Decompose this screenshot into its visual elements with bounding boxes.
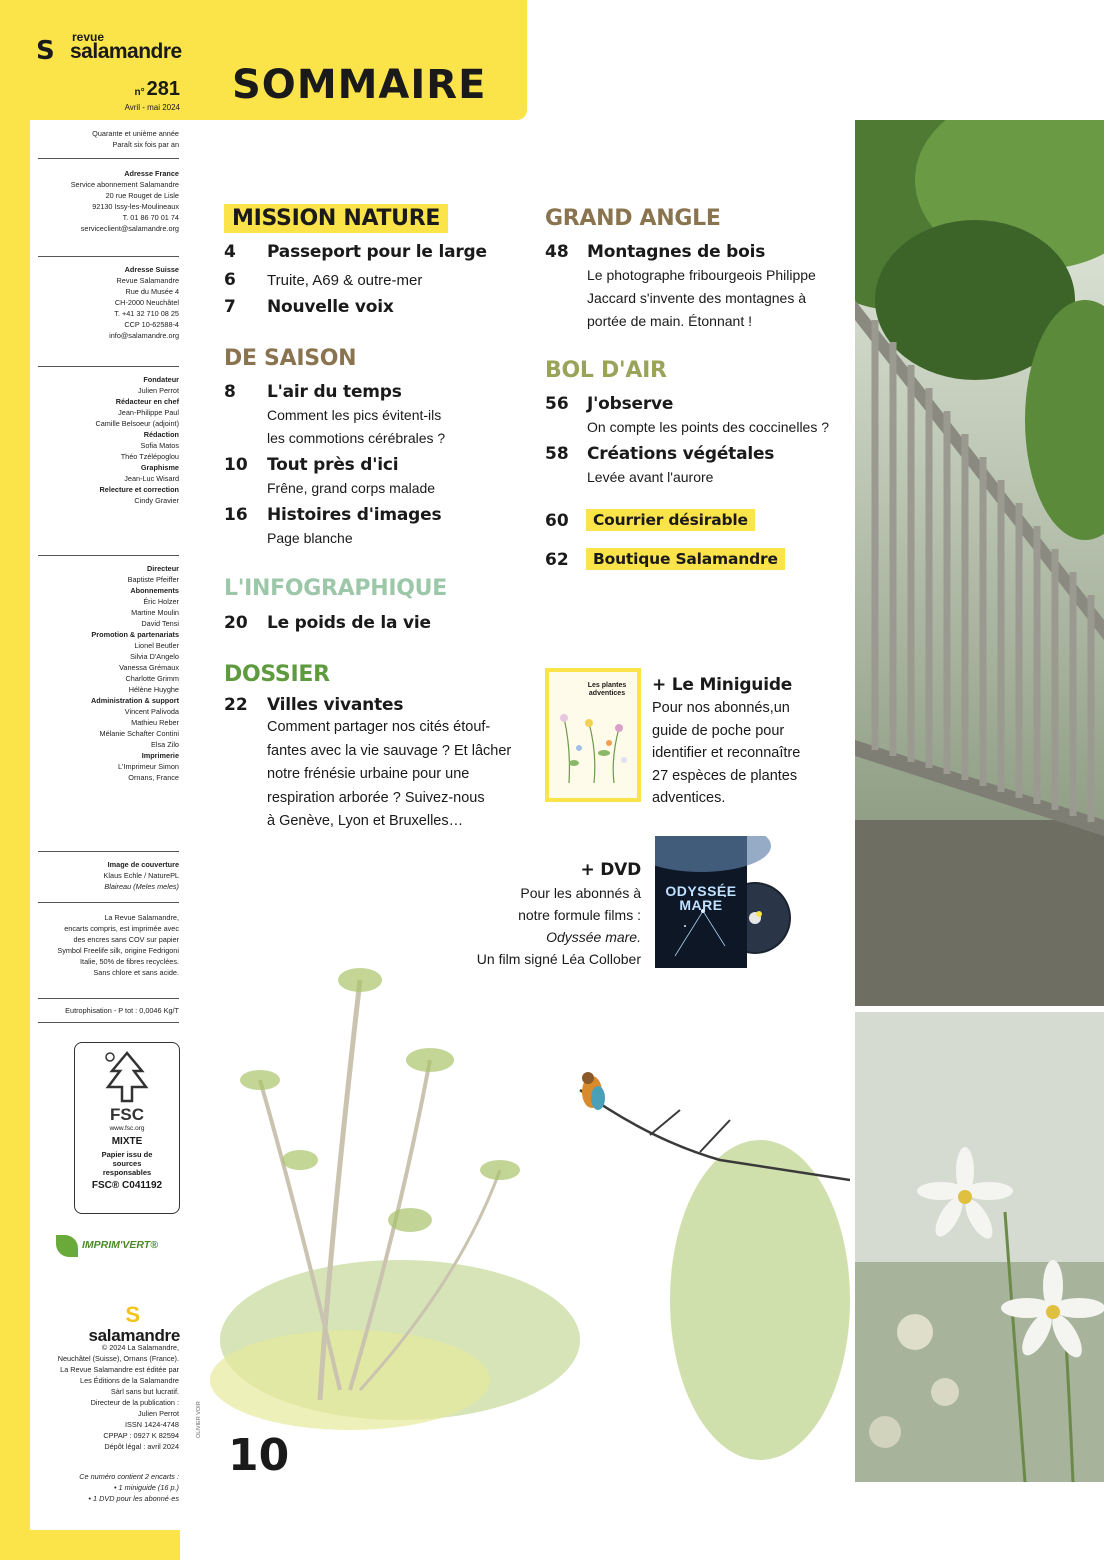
section-heading-de-saison: DE SAISON [224, 346, 357, 371]
section-heading-bol-dair: BOL D'AIR [545, 358, 667, 383]
toc-entry-title[interactable]: J'observe [587, 394, 674, 414]
photo-white-narcissus [855, 1012, 1104, 1482]
divider [38, 902, 179, 903]
toc-page-number: 58 [545, 444, 569, 464]
section-heading-infographique: L'INFOGRAPHIQUE [224, 576, 447, 601]
bottom-brand: salamandre [88, 1326, 180, 1345]
toc-page-number: 48 [545, 242, 569, 262]
staff-editorial: Fondateur Julien Perrot Rédacteur en chef Jean-Philippe Paul Camille Belsoeur (adjoint) Rédaction Sofia Matos Théo Tzélépoglou Graphisme Jean-Luc Wisard Relecture et correction Cindy Gravier [95, 375, 179, 505]
imprim-vert-logo [56, 1233, 182, 1259]
toc-page-number: 4 [224, 242, 236, 262]
colophon-intro: Quarante et unième année Paraît six fois par an [92, 129, 179, 149]
logo-brand-text: salamandre [70, 40, 182, 63]
toc-entry-title[interactable]: Courrier désirable [586, 509, 755, 531]
toc-page-number: 60 [545, 511, 569, 531]
toc-page-number: 10 [224, 455, 248, 475]
yellow-left-band [0, 0, 30, 1560]
toc-entry-title[interactable]: Truite, A69 & outre-mer [267, 272, 423, 289]
toc-entry-title[interactable]: Tout près d'ici [267, 455, 399, 475]
miniguide-cover-image [545, 668, 641, 802]
cover-credit: Image de couverture Klaus Echle / NaturePL Blaireau (Meles meles) [103, 860, 179, 891]
bottom-logo [50, 1304, 180, 1346]
toc-entry-title[interactable]: Histoires d'images [267, 505, 442, 525]
divider [38, 366, 179, 367]
divider [38, 256, 179, 257]
divider [38, 555, 179, 556]
toc-page-number: 6 [224, 270, 236, 290]
watercolor-illustration [200, 920, 850, 1480]
page-title: SOMMAIRE [232, 62, 487, 108]
yellow-bottom-band [0, 1530, 180, 1560]
toc-entry-desc: Comment partager nos cités étouf- fantes avec la vie sauvage ? Et lâcher notre frénésie urbaine pour une respiration arborée ? Suivez-nous à Genève, Lyon et Bruxelles… [267, 719, 512, 829]
fsc-code: FSC® C041192 [91, 1180, 163, 1191]
section-heading-mission-nature: MISSION NATURE [224, 204, 448, 233]
divider [38, 1022, 179, 1023]
section-heading-dossier: DOSSIER [224, 662, 330, 687]
toc-entry-title[interactable]: Villes vivantes [267, 695, 404, 715]
toc-page-number: 22 [224, 695, 248, 715]
logo-small-text: revue [72, 30, 105, 44]
dvd-desc: Pour les abonnés à notre formule films : Odyssée mare. Un film signé Léa Collober [476, 885, 641, 967]
toc-page-number: 8 [224, 382, 236, 402]
divider [38, 851, 179, 852]
encarts-info: Ce numéro contient 2 encarts : • 1 miniguide (16 p.) • 1 DVD pour les abonné·es [79, 1472, 179, 1503]
toc-entry-title[interactable]: Créations végétales [587, 444, 775, 464]
photo-wooden-fence [855, 120, 1104, 1006]
toc-entry-title[interactable]: Passeport pour le large [267, 242, 487, 262]
issue-date: Avril - mai 2024 [124, 103, 180, 112]
divider [38, 158, 179, 159]
toc-entry-desc: Comment les pics évitent-ils les commotions cérébrales ? [267, 407, 446, 446]
toc-entry-desc: Levée avant l'aurore [587, 469, 714, 485]
fsc-text: FSC [110, 1105, 144, 1124]
eutrophisation: Eutrophisation - P tot : 0,0046 Kg/T [65, 1006, 179, 1015]
issue-number-value: 281 [146, 78, 180, 100]
toc-entry-title[interactable]: Le poids de la vie [267, 613, 431, 633]
fsc-desc: Papier issu de sources responsables [101, 1150, 153, 1177]
section-heading-grand-angle: GRAND ANGLE [545, 206, 721, 231]
illustration-credit: OLIVIER VOIR [196, 1401, 202, 1438]
toc-entry-desc: On compte les points des coccinelles ? [587, 419, 830, 435]
toc-entry-title[interactable]: Nouvelle voix [267, 297, 394, 317]
toc-entry-title[interactable]: L'air du temps [267, 382, 402, 402]
paper-info: La Revue Salamandre, encarts compris, est imprimée avec des encres sans COV sur papier Symbol Freelife silk, origine Fedrigoni Italie, 50% de fibres recyclées. Sans chlore et sans acide. [57, 913, 179, 977]
leaf-icon [56, 1235, 78, 1257]
issue-number [100, 78, 180, 101]
magazine-logo [36, 30, 186, 66]
imprim-vert-text: IMPRIM'VERT® [82, 1239, 158, 1251]
toc-entry-title[interactable]: Montagnes de bois [587, 242, 766, 262]
salamander-yellow-icon: S [125, 1302, 140, 1327]
fsc-mix: MIXTE [111, 1136, 143, 1147]
miniguide-desc: Pour nos abonnés,un guide de poche pour identifier et reconnaître 27 espèces de plantes adventices. [652, 700, 801, 806]
issue-prefix: n° [134, 87, 145, 98]
toc-page-number: 62 [545, 550, 569, 570]
staff-management: Directeur Baptiste Pfeiffer Abonnements Éric Holzer Martine Moulin David Tensi Promotion & partenariats Lionel Beutler Silvia D'Angelo Vanessa Grémaux Charlotte Grimm Hélène Huyghe Administration & support Vincent Palivoda Mathieu Reber Mélanie Schafter Contini Elsa Zilo Imprimerie L'Imprimeur Simon Ornans, France [91, 564, 179, 782]
toc-entry-desc: Page blanche [267, 530, 353, 546]
fsc-tree-icon [102, 1049, 152, 1107]
toc-entry-title[interactable]: Boutique Salamandre [586, 548, 785, 570]
address-france: Adresse France Service abonnement Salamandre 20 rue Rouget de Lisle 92130 Issy-les-Moulineaux T. 01 86 70 01 74 serviceclient@salamandre.org [70, 169, 179, 233]
legal-info: © 2024 La Salamandre, Neuchâtel (Suisse), Ornans (France). La Revue Salamandre est éditée par Les Éditions de la Salamandre Sàrl sans but lucratif. Directeur de la publication : Julien Perrot ISSN 1424-4748 CPPAP : 0927 K 82594 Dépôt légal : avril 2024 [57, 1343, 179, 1451]
plant-drawings-icon [549, 698, 637, 788]
page-number: 10 [228, 1430, 290, 1481]
salamander-logo-icon: S [36, 36, 55, 66]
divider [38, 998, 179, 999]
toc-page-number: 7 [224, 297, 236, 317]
dvd-title[interactable]: + DVD [580, 860, 641, 880]
address-suisse: Adresse Suisse Revue Salamandre Rue du Musée 4 CH-2000 Neuchâtel T. +41 32 710 08 25 CCP 10-62588-4 info@salamandre.org [109, 265, 179, 340]
toc-entry-desc: Le photographe fribourgeois Philippe Jaccard s'invente des montagnes à portée de main. Étonnant ! [587, 267, 816, 329]
fsc-label [74, 1042, 180, 1214]
toc-entry-desc: Frêne, grand corps malade [267, 480, 436, 496]
toc-page-number: 20 [224, 613, 248, 633]
miniguide-cover-title: Les plantes adventices [587, 682, 627, 697]
miniguide-title[interactable]: + Le Miniguide [652, 675, 793, 695]
fsc-site: www.fsc.org [109, 1125, 145, 1132]
toc-page-number: 16 [224, 505, 248, 525]
toc-page-number: 56 [545, 394, 569, 414]
dvd-cover-title: ODYSSÉE MARE [665, 883, 737, 913]
